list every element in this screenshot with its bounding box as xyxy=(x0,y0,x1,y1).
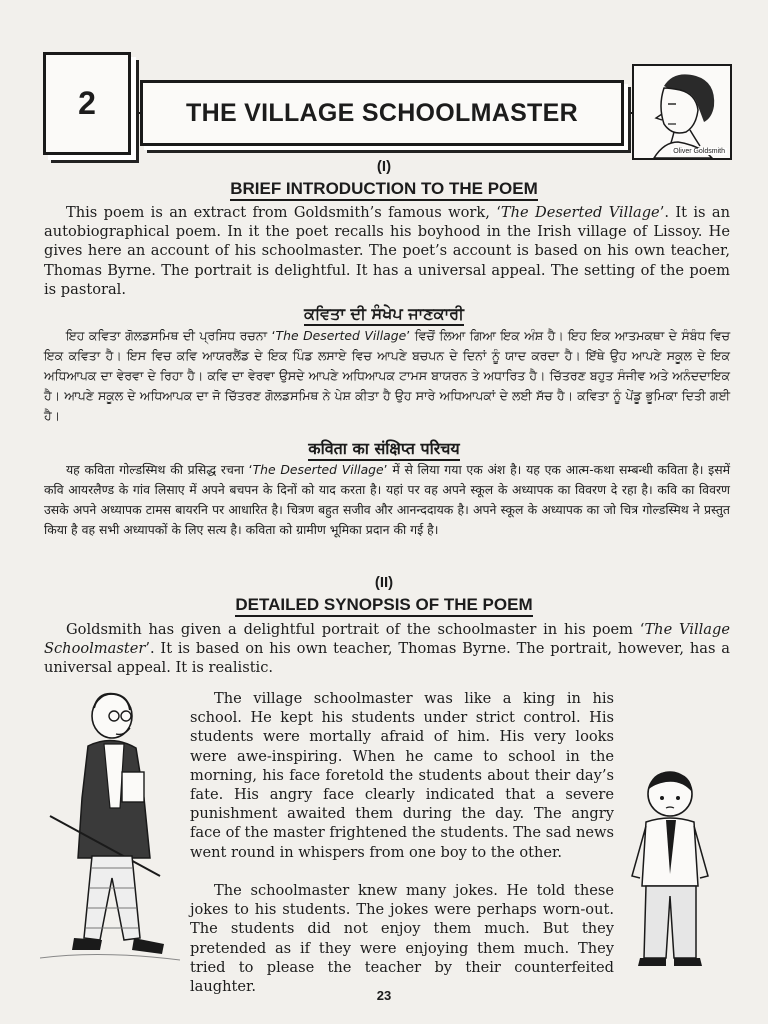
chapter-title-box xyxy=(140,80,624,146)
hindi-paragraph-start: यह कविता गोल्डस्मिथ की प्रसिद्ध रचना ‘ xyxy=(66,462,253,477)
punjabi-paragraph-title: The Deserted Village xyxy=(275,328,407,343)
punjabi-heading xyxy=(0,304,768,324)
hindi-paragraph-end: ’ में से लिया गया एक अंश है। यह एक आत्म-कथा सम्बन्धी कविता है। इसमें कवि आयरलैण्ड के गांव लिसाए में अपने बचपन के दिनों को याद करता है। यहां पर वह अपने स्कूल के अध्यापक का विवरण दे रहा है। कवि का विवरण उसके अपने अध्यापक टामस बायरनि पर आधारित है। चित्रण बहुत सजीव और आनन्ददायक है। अपने स्कूल के अध्यापक का जो चित्र गोल्डस्मिथ ने प्रस्तुत किया है वह सभी अध्यापकों के लिए सत्य है। कविता को ग्रामीण भूमिका प्रदान की गई है। xyxy=(44,462,730,537)
chapter-number: 2 xyxy=(78,85,96,121)
synopsis-intro-start: Goldsmith has given a delightful portrait of the schoolmaster in his poem ‘ xyxy=(66,621,645,638)
section-numeral-2: (II) xyxy=(374,574,394,591)
chapter-number-box xyxy=(43,52,131,155)
section-heading-2-text: DETAILED SYNOPSIS OF THE POEM xyxy=(235,595,532,617)
intro-paragraph-start: This poem is an extract from Goldsmith’s famous work, ‘ xyxy=(66,204,501,221)
portrait-caption: Oliver Goldsmith xyxy=(673,148,725,155)
author-portrait-drawing xyxy=(634,66,730,158)
punjabi-paragraph-start: ਇਹ ਕਵਿਤਾ ਗੋਲਡਸਮਿਥ ਦੀ ਪ੍ਰਸਿਧ ਰਚਨਾ ‘ xyxy=(66,328,276,343)
hindi-heading-text: कविता का संक्षिप्त परिचय xyxy=(308,439,459,461)
hindi-paragraph-title: The Deserted Village xyxy=(252,462,384,477)
chapter-title: THE VILLAGE SCHOOLMASTER xyxy=(186,98,578,127)
page-number: 23 xyxy=(376,988,392,1003)
synopsis-paragraph-2: The village schoolmaster was like a king in his school. He kept his students under strict control. His students were mortally afraid of him. His very looks were awe-inspiring. When he came to school in the morning, his face foretold the students about their day’s fate. His angry face clearly indicated that a severe punishment awaited them during the day. The angry face of the master frightened the students. The sad news went round in whispers from one boy to the other. xyxy=(190,690,614,861)
hindi-heading xyxy=(0,437,768,459)
student-illustration xyxy=(622,766,722,976)
synopsis-intro-end: ’. It is based on his own teacher, Thomas Byrne. The portrait, however, has a universal appeal. It is realistic. xyxy=(44,640,730,677)
intro-paragraph xyxy=(44,203,730,299)
intro-paragraph-title: The Deserted Village xyxy=(500,204,660,221)
author-portrait xyxy=(632,64,732,160)
synopsis-paragraph-3: The schoolmaster knew many jokes. He told these jokes to his students. The jokes were perhaps worn-out. The students did not enjoy them much. But they pretended as if they were enjoying them much. They tried to please the teacher by their counterfeited laughter. xyxy=(190,882,614,996)
punjabi-heading-text: ਕਵਿਤਾ ਦੀ ਸੰਖੇਪ ਜਾਣਕਾਰੀ xyxy=(304,304,464,326)
hindi-paragraph xyxy=(44,460,730,540)
section-heading-1-text: BRIEF INTRODUCTION TO THE POEM xyxy=(230,179,538,201)
synopsis-intro-title: The Village Schoolmaster xyxy=(44,621,730,658)
punjabi-paragraph xyxy=(44,326,730,426)
section-numeral-1: (I) xyxy=(376,158,392,175)
section-heading-1 xyxy=(0,179,768,199)
intro-paragraph-end: ’. It is an autobiographical poem. In it the poet recalls his boyhood in the Irish village of Lissoy. He gives here an account of his schoolmaster. The poet’s account is based on his own teacher, Thomas Byrne. The portrait is delightful. It has a universal appeal. The setting of the poem is pastoral. xyxy=(44,204,731,298)
synopsis-intro-paragraph xyxy=(44,620,730,678)
schoolmaster-illustration xyxy=(40,688,185,978)
punjabi-paragraph-end: ’ ਵਿਚੋਂ ਲਿਆ ਗਿਆ ਇਕ ਅੰਸ਼ ਹੈ। ਇਹ ਇਕ ਆਤਮਕਥਾ ਦੇ ਸੰਬੰਧ ਵਿਚ ਇਕ ਕਵਿਤਾ ਹੈ। ਇਸ ਵਿਚ ਕਵਿ ਆਯਰਲੈਂਡ ਦੇ ਇਕ ਪਿੰਡ ਲਸਾਏ ਵਿਚ ਆਪਣੇ ਬਚਪਨ ਦੇ ਦਿਨਾਂ ਨੂੰ ਯਾਦ ਕਰਦਾ ਹੈ। ਇੱਥੇ ਉਹ ਆਪਣੇ ਸਕੂਲ ਦੇ ਇਕ ਅਧਿਆਪਕ ਦਾ ਵੇਰਵਾ ਦੇ ਰਿਹਾ ਹੈ। ਕਵਿ ਦਾ ਵੇਰਵਾ ਉਸਦੇ ਆਪਣੇ ਅਧਿਆਪਕ ਟਾਮਸ ਬਾਯਰਨ ਤੇ ਅਧਾਰਿਤ ਹੈ। ਚਿੱਤਰਣ ਬਹੁਤ ਸੰਜੀਵ ਅਤੇ ਅਨੰਦਦਾਇਕ ਹੈ। ਆਪਣੇ ਸਕੂਲ ਦੇ ਅਧਿਆਪਕ ਦਾ ਜੋ ਚਿੱਤਰਣ ਗੋਲਡਸਮਿਥ ਨੇ ਪੇਸ਼ ਕੀਤਾ ਹੈ ਉਹ ਸਾਰੇ ਅਧਿਆਪਕਾਂ ਦੇ ਲਈ ਸੱਚ ਹੈ। ਕਵਿਤਾ ਨੂੰ ਪੇਂਡੂ ਭੂਮਿਕਾ ਦਿਤੀ ਗਈ ਹੈ। xyxy=(44,328,730,423)
section-heading-2 xyxy=(0,595,768,615)
